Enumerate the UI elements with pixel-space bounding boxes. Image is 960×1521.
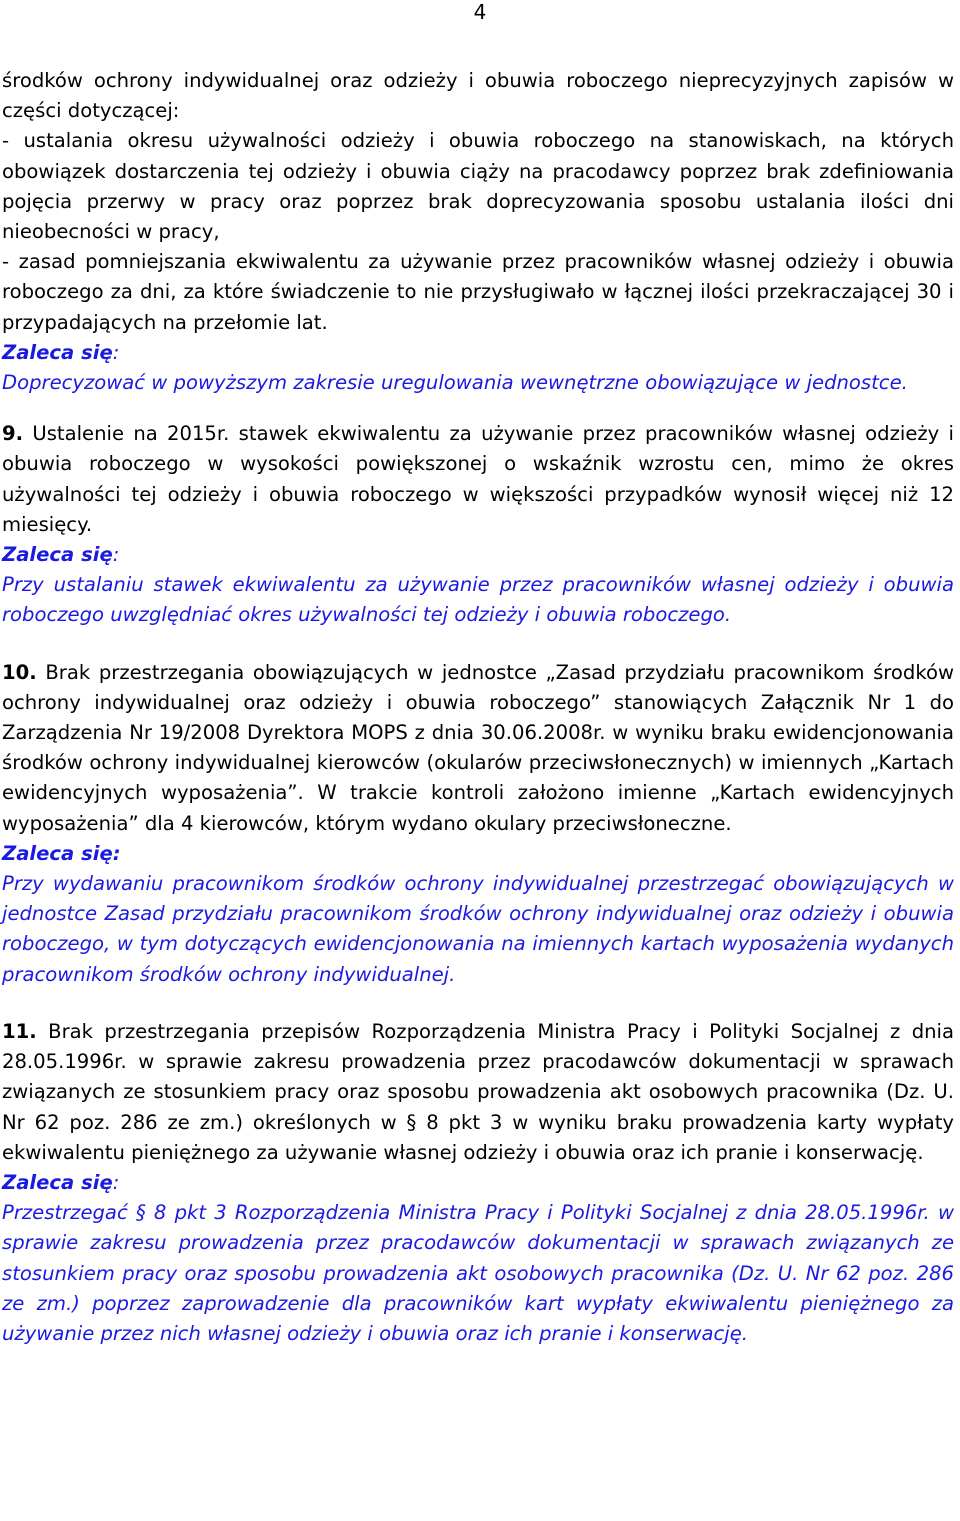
section11-recommend-heading [2,1168,954,1198]
page-number: 4 [473,0,487,24]
recommend-label: Zaleca się [2,543,113,567]
section8-bullet-2: - zasad pomniejszania ekwiwalentu za używanie przez pracowników własnej odzieży i obuwia roboczego za dni, za które świadczenie to nie przysługiwało w łącznej ilości przekraczającej 30 i przypadających na przełomie lat. [2,250,954,334]
section9-finding [2,419,954,540]
section10-recommend-heading [2,839,954,869]
section10-recommendation: Przy wydawaniu pracownikom środków ochrony indywidualnej przestrzegać obowiązujących w jednostce Zasad przydziału pracownikom środków ochrony indywidualnej oraz odzieży i obuwia roboczego, w tym dotyczących ewidencjonowania na imiennych kartach wyposażenia wydanych pracownikom środków ochrony indywidualnej. [2,872,954,986]
section8-recommend-heading [2,338,954,368]
section8-intro: środków ochrony indywidualnej oraz odzieży i obuwia roboczego nieprecyzyjnych zapisów w części dotyczącej: [2,69,954,123]
recommend-label: Zaleca się [2,1170,113,1194]
section9-number: 9. [2,422,24,446]
section11-finding [2,1017,954,1168]
section10-text: Brak przestrzegania obowiązujących w jednostce „Zasad przydziału pracownikom środków ochrony indywidualnej oraz odzieży i obuwia roboczego” stanowiących Załącznik Nr 1 do Zarządzenia Nr 19/2008 Dyrektora MOPS z dnia 30.06.2008r. w wyniku braku ewidencjonowania środków ochrony indywidualnej kierowców (okularów przeciwsłonecznych) w imiennych „Kartach ewidencyjnych wyposażenia”. W trakcie kontroli założono imienne „Kartach ewidencyjnych wyposażenia” dla 4 kierowców, którym wydano okulary przeciwsłoneczne. [2,660,954,835]
document-body [2,66,954,1349]
recommend-label: Zaleca się [2,340,113,364]
section11-recommendation: Przestrzegać § 8 pkt 3 Rozporządzenia Ministra Pracy i Polityki Socjalnej z dnia 28.05.1996r. w sprawie zakresu prowadzenia przez pracodawców dokumentacji w sprawach związanych ze stosunkiem pracy oraz sposobu prowadzenia akt osobowych pracownika (Dz. U. Nr 62 poz. 286 ze zm.) poprzez zaprowadzenie dla pracowników kart wypłaty ekwiwalentu pieniężnego za używanie przez nich własnej odzieży i obuwia oraz ich pranie i konserwację. [2,1201,954,1345]
recommend-colon: : [112,1170,120,1194]
recommend-colon: : [112,340,120,364]
section8-recommendation: Doprecyzować w powyższym zakresie uregulowania wewnętrzne obowiązujące w jednostce. [2,371,908,395]
section10-number: 10. [2,660,37,684]
recommend-colon: : [112,543,120,567]
section9-recommendation: Przy ustalaniu stawek ekwiwalentu za używanie przez pracowników własnej odzieży i obuwia roboczego uwzględniać okres używalności tej odzieży i obuwia roboczego. [2,573,954,627]
section11-text: Brak przestrzegania przepisów Rozporządzenia Ministra Pracy i Polityki Socjalnej z dnia 28.05.1996r. w sprawie zakresu prowadzenia przez pracodawców dokumentacji w sprawach związanych ze stosunkiem pracy oraz sposobu prowadzenia akt osobowych pracownika (Dz. U. Nr 62 poz. 286 ze zm.) określonych w § 8 pkt 3 w wyniku braku prowadzenia karty wypłaty ekwiwalentu pieniężnego za używanie własnej odzieży i obuwia oraz ich pranie i konserwację. [2,1019,954,1164]
section9-text: Ustalenie na 2015r. stawek ekwiwalentu za używanie przez pracowników własnej odzieży i obuwia roboczego w wysokości powiększonej o wskaźnik wzrostu cen, mimo że okres używalności tej odzieży i obuwia roboczego w większości przypadków wynosił więcej niż 12 miesięcy. [2,422,954,536]
recommend-colon: : [112,841,121,865]
recommend-label: Zaleca się [2,841,113,865]
section10-finding [2,658,954,839]
section9-recommend-heading [2,540,954,570]
section11-number: 11. [2,1019,37,1043]
section8-bullet-1: - ustalania okresu używalności odzieży i obuwia roboczego na stanowiskach, na których obowiązek dostarczenia tej odzieży i obuwia ciąży na pracodawcy poprzez brak zdefiniowania pojęcia przerwy w pracy oraz poprzez brak doprecyzowania sposobu ustalania ilości dni nieobecności w pracy, [2,129,954,244]
